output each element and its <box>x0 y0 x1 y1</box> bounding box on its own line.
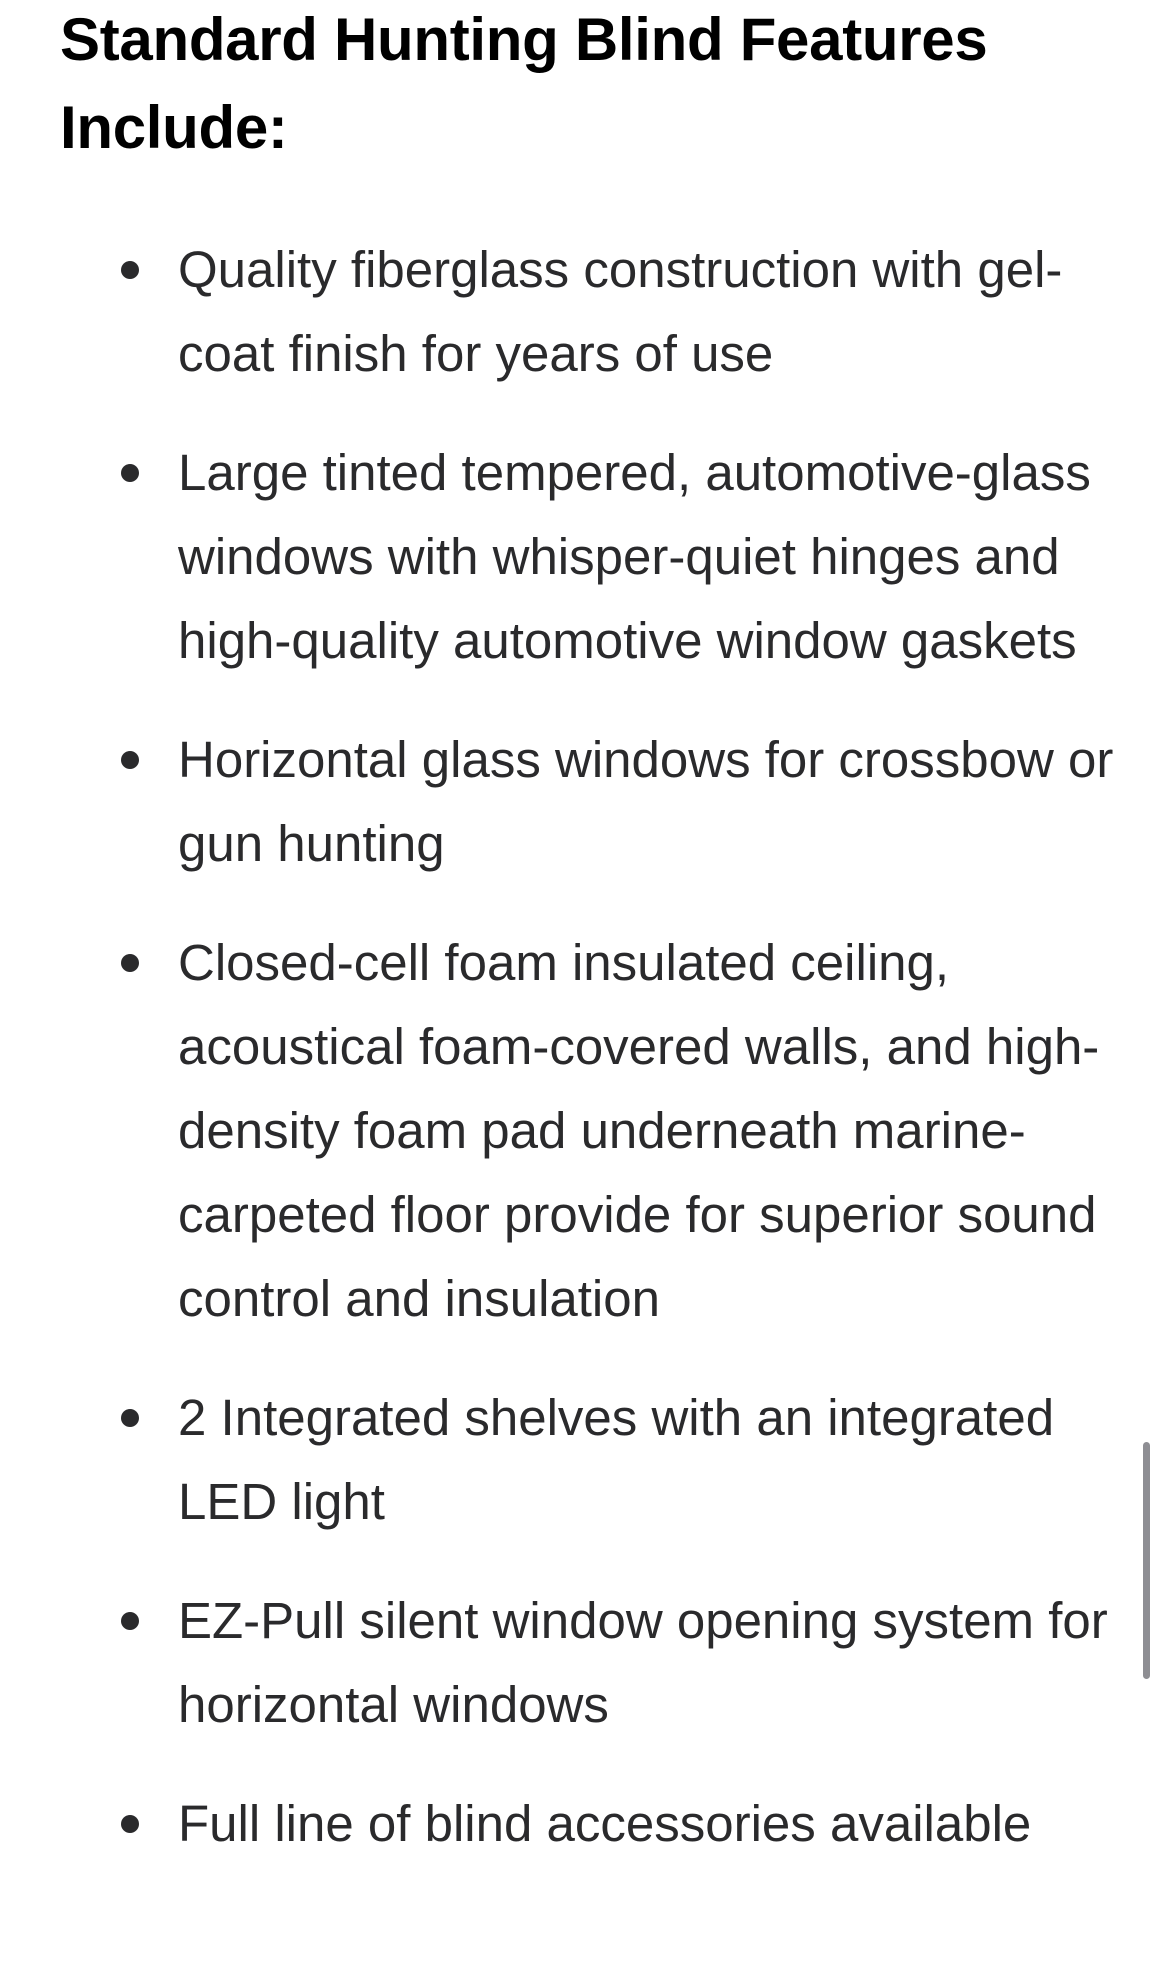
list-item-text: Full line of blind accessories available <box>178 1795 1032 1852</box>
bullet-dot-icon <box>121 1612 139 1630</box>
list-item <box>0 718 1170 886</box>
vertical-scrollbar[interactable] <box>1143 1442 1150 1679</box>
bullet-dot-icon <box>121 1815 139 1833</box>
list-item <box>0 1579 1170 1747</box>
list-item-text: 2 Integrated shelves with an integrated LED light <box>178 1389 1055 1530</box>
bullet-dot-icon <box>121 954 139 972</box>
list-item <box>0 1782 1170 1866</box>
list-item-text: Quality fiberglass construction with gel-coat finish for years of use <box>178 241 1063 382</box>
bullet-dot-icon <box>121 1409 139 1427</box>
list-item-text: Horizontal glass windows for crossbow or gun hunting <box>178 731 1114 872</box>
list-item <box>0 921 1170 1341</box>
list-item-text: EZ-Pull silent window opening system for horizontal windows <box>178 1592 1108 1733</box>
feature-list <box>0 228 1170 1901</box>
list-item-text: Closed-cell foam insulated ceiling, acoustical foam-covered walls, and high-density foam pad underneath marine-carpeted floor provide for superior sound control and insulation <box>178 934 1100 1327</box>
bullet-dot-icon <box>121 751 139 769</box>
list-item <box>0 431 1170 683</box>
list-item-text: Large tinted tempered, automotive-glass windows with whisper-quiet hinges and high-quality automotive window gaskets <box>178 444 1091 669</box>
list-item <box>0 228 1170 396</box>
bullet-dot-icon <box>121 261 139 279</box>
bullet-dot-icon <box>121 464 139 482</box>
section-heading: Standard Hunting Blind Features Include: <box>60 6 988 161</box>
list-item <box>0 1376 1170 1544</box>
